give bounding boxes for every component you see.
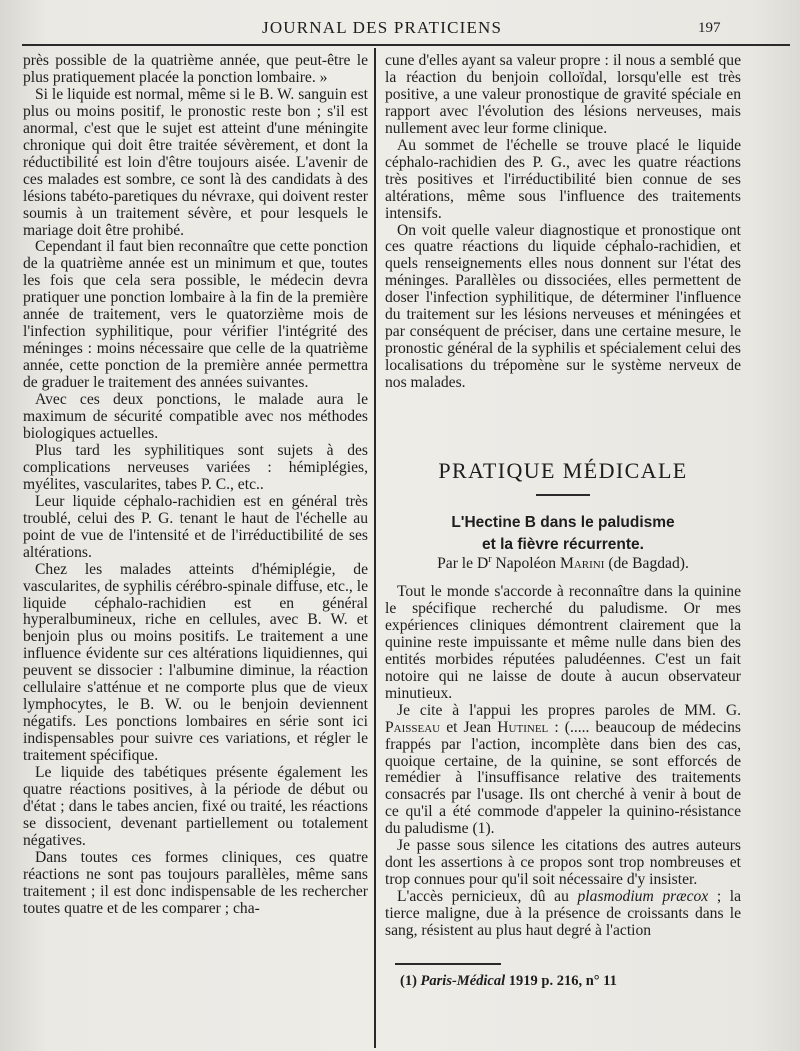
footnote-details: 1919 p. 216, n° 11: [505, 973, 617, 989]
byline-surname: Marini: [560, 555, 605, 573]
footnote-journal: Paris-Médical: [420, 973, 506, 989]
paragraph: Plus tard les syphilitiques sont sujets à des complications nerveuses variées : hémiplégies, myélites, vascularites, tabes P. C., etc..: [23, 441, 368, 493]
article-title: [385, 512, 741, 556]
author-name: Paisseau: [385, 718, 441, 736]
paragraph: Je passe sous silence les citations des autres auteurs dont les assertions à ce propos sont trop nombreuses et trop connues pour qu'il soit nécessaire d'y insister.: [385, 837, 741, 889]
author-name: Hutinel: [497, 718, 549, 736]
article-title-line: L'Hectine B dans le paludisme: [451, 514, 675, 531]
article-byline: [385, 554, 741, 573]
footnote: [400, 973, 617, 990]
paragraph: Dans toutes ces formes cliniques, ces quatre réactions ne sont pas toujours parallèles, même sans traitement ; il est donc indispensable de les rechercher toutes quatre et de les comparer ; cha-: [23, 848, 368, 917]
paragraph: On voit quelle valeur diagnostique et pronostique ont ces quatre réactions du liquide céphalo-rachidien, et quels renseignements elles nous donnent sur l'état des méninges. Parallèles ou dissociées, elles permettent de doser l'infection syphilitique, de déterminer l'influence du traitement sur les lésions nerveuses et méningées et par conséquent de préciser, dans une certaine mesure, le pronostic général de la syphilis et spécialement celui des localisations du trépomène sur le système nerveux de nos malades.: [385, 221, 741, 392]
section-title: PRATIQUE MÉDICALE: [438, 458, 688, 483]
byline-first-name: Napoléon: [491, 555, 560, 573]
section-rule: [536, 494, 590, 496]
text-run: ; la tierce maligne, due à la présence de croissants dans le sang, résistent au plus haut degré à l'action: [385, 888, 742, 940]
paragraph: Si le liquide est normal, même si le B. W. sanguin est plus ou moins positif, le pronostic reste bon ; s'il est anormal, c'est que le sujet est atteint d'une méningite chronique qui doit être traitée sévèrement, et dont la réductibilité est loin d'être toujours aisée. L'avenir de ces malades est sombre, ce sont là des candidats à des lésions tabéto-paretiques du névraxe, qui doivent rester soumis à un traitement sévère, et pour lesquels le mariage doit être prohibé.: [23, 85, 368, 239]
byline-prefix: Par le D: [437, 555, 489, 573]
column-divider: [374, 48, 376, 1048]
text-run: L'accès pernicieux, dû au: [397, 888, 578, 906]
text-run: et Jean: [440, 718, 498, 736]
paragraph: Leur liquide céphalo-rachidien est en général très troublé, celui des P. G. tenant le haut de l'échelle au point de vue de l'intensité et de l'irréductibilité de ses altérations.: [23, 492, 368, 561]
footnote-rule: [395, 963, 501, 965]
article-title-line: et la fièvre récurrente.: [482, 536, 644, 553]
paragraph: [385, 889, 741, 940]
italic-term: plasmodium præcox: [577, 888, 709, 906]
running-title: JOURNAL DES PRATICIENS: [262, 18, 503, 37]
paragraph: Chez les malades atteints d'hémiplégie, de vascularites, de syphilis cérébro-spinale diffuse, etc., le liquide céphalo-rachidien est en général hyperalbumineux, riche en cellules, avec B. W. et benjoin plus ou moins positifs. Le traitement a une influence évidente sur ces altérations liquidiennes, qui peuvent se dissocier : l'albumine diminue, la réaction cellulaire s'atténue et ne comporte plus que de vieux lymphocytes, le B. W. ou le benjoin deviennent négatifs. Les ponctions lombaires en série sont ici indispensables pour suivre ces variations, et régler le traitement spécifique.: [23, 560, 368, 765]
paragraph: cune d'elles ayant sa valeur propre : il nous a semblé que la réaction du benjoin colloïdal, lorsqu'elle est très positive, a une valeur pronostique de gravité spéciale en rapport avec l'évolution des lésions nerveuses, mais nullement avec leur forme clinique.: [385, 52, 741, 137]
text-run: Je cite à l'appui les propres paroles de MM. G.: [397, 701, 741, 719]
right-column-top: [385, 53, 741, 392]
text-run: : (..... beaucoup de médecins frappés par l'action, incomplète dans bien des cas, quoique certaine, de la quinine, se sont efforcés de remédier à l'insuffisance relative des traitements consacrés par l'usage. Ils ont cherché à venir à bout de ce qu'il a été commode d'appeler la quinino-résistance du paludisme (1).: [385, 718, 741, 838]
byline-suffix: (de Bagdad).: [604, 555, 689, 573]
paragraph: Cependant il faut bien reconnaître que cette ponction de la quatrième année est un minimum et que, toutes les fois que cela sera possible, le médecin devra pratiquer une ponction lombaire à la fin de la première année de traitement, vers le quatorzième mois de l'infection syphilitique, pour vérifier l'intégrité des méninges : moins nécessaire que celle de la quatrième année, cette ponction de la première année permettra de graduer le traitement des années suivantes.: [23, 238, 368, 392]
page-number: 197: [698, 20, 721, 36]
header-rule: [22, 44, 790, 46]
byline-sup: r: [488, 554, 492, 565]
paragraph: [385, 703, 741, 839]
paragraph: près possible de la quatrième année, que peut-être le plus pratiquement placée la ponction lombaire. »: [23, 52, 368, 86]
running-head: [0, 14, 800, 44]
article-body: [385, 584, 741, 940]
paragraph: Au sommet de l'échelle se trouve placé le liquide céphalo-rachidien des P. G., avec les quatre réactions très positives et l'irréductibilité bien connue de ses altérations, même sous l'influence des traitements intensifs.: [385, 136, 741, 222]
paragraph: Avec ces deux ponctions, le malade aura le maximum de sécurité compatible avec nos méthodes biologiques actuelles.: [23, 391, 368, 442]
footnote-number: (1): [400, 973, 421, 989]
paragraph: Le liquide des tabétiques présente également les quatre réactions positives, à la période de début ou d'état ; dans le tabes ancien, fixé ou traité, les réactions se dissocient, devenant partiellement ou totalement négatives.: [23, 764, 368, 849]
paragraph: Tout le monde s'accorde à reconnaître dans la quinine le spécifique recherché du paludisme. Or mes expériences cliniques démontrent clairement que la quinine reste impuissante et même nulle dans bien des entités morbides réputées paludéennes. C'est un fait notoire qui ne laisse de doute à aucun observateur minutieux.: [385, 583, 741, 702]
left-column: [23, 53, 368, 918]
